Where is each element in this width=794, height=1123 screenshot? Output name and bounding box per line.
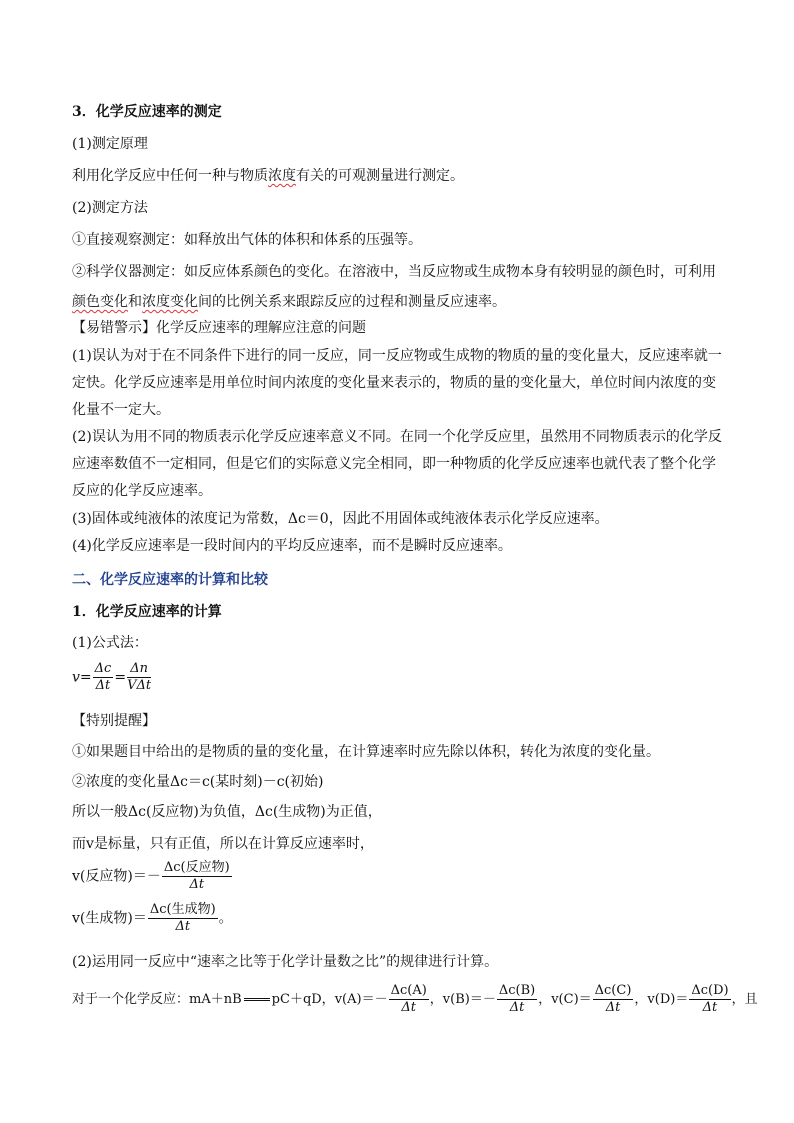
underlined-term: 浓度变化 [142, 294, 198, 310]
text: 有关的可观测量进行测定。 [296, 168, 464, 184]
tip-4: 而v是标量，只有正值，所以在计算反应速率时， [72, 836, 374, 852]
subheading-method: (2)测定方法 [72, 200, 148, 216]
formula-eq: = [114, 669, 127, 686]
warning-title: 【易错警示】化学反应速率的理解应注意的问题 [72, 320, 366, 336]
method-2: ②科学仪器测定：如反应体系颜色的变化。在溶液中，当反应物或生成物本身有较明显的颜色时，可利用 [72, 264, 716, 280]
section-title-3: 3．化学反应速率的测定 [72, 104, 222, 120]
underlined-term: 浓度 [268, 168, 296, 184]
denominator: Δt [702, 1000, 718, 1015]
text: 和 [128, 294, 142, 310]
warning-1b: 定快。化学反应速率是用单位时间内浓度的变化量来表示的，物质的量的变化量大，单位时间内浓度的变 [72, 375, 716, 391]
fraction-dc-dt [93, 661, 114, 694]
denominator: Δt [605, 1000, 621, 1015]
fraction-A [389, 983, 429, 1016]
lhs: v(反应物)＝－ [72, 868, 161, 885]
method-2-cont [72, 293, 506, 311]
fraction [162, 860, 232, 893]
method-1: ①直接观察测定：如释放出气体的体积和体系的压强等。 [72, 232, 422, 248]
prefix: 对于一个化学反应： [72, 992, 190, 1007]
text: 利用化学反应中任何一种与物质 [72, 168, 268, 184]
warning-3: (3)固体或纯液体的浓度记为常数，Δc＝0，因此不用固体或纯液体表示化学反应速率。 [72, 511, 609, 527]
warning-1a: (1)误认为对于在不同条件下进行的同一反应，同一反应物或生成物的物质的量的变化量大，反应速率就一 [72, 348, 722, 364]
denominator: Δt [189, 877, 205, 892]
subheading-principle: (1)测定原理 [72, 136, 148, 152]
text: 间的比例关系来跟踪反应的过程和测量反应速率。 [198, 294, 506, 310]
numerator: Δc(A) [390, 983, 427, 998]
denominator: Δt [401, 1000, 416, 1015]
equals-arrow-icon [244, 998, 270, 1001]
fraction-B [497, 983, 537, 1016]
reactants: mA＋nB [189, 992, 242, 1007]
warning-4: (4)化学反应速率是一段时间内的平均反应速率，而不是瞬时反应速率。 [72, 538, 512, 554]
warning-2b: 应速率数值不一定相同，但是它们的实际意义完全相同，即一种物质的化学反应速率也就代表了整个化学 [72, 456, 716, 472]
formula-product [72, 902, 233, 935]
denominator: Δt [175, 919, 191, 934]
products: pC＋qD， [271, 992, 335, 1007]
underlined-term: 颜色变化 [72, 294, 128, 310]
tip-title: 【特别提醒】 [72, 713, 156, 729]
fraction-dn-vdt [127, 661, 151, 694]
numerator: Δc(生成物) [149, 902, 216, 917]
numerator: Δc(反应物) [163, 860, 230, 875]
vC-label: ，v(C)＝ [538, 992, 592, 1007]
tail: 。 [218, 910, 233, 927]
fraction-D [689, 983, 730, 1016]
warning-1c: 化量不一定大。 [72, 402, 170, 418]
fraction-C [593, 983, 634, 1016]
denominator: VΔt [127, 678, 152, 693]
tip-3: 所以一般Δc(反应物)为负值，Δc(生成物)为正值， [72, 804, 382, 820]
tail: ，且 [731, 992, 758, 1007]
formula-label: (1)公式法： [72, 635, 148, 651]
numerator: Δc(D) [691, 983, 729, 998]
numerator: Δc [94, 661, 112, 676]
denominator: Δt [509, 1000, 525, 1015]
numerator: Δn [127, 661, 151, 678]
rule-text: (2)运用同一反应中“速率之比等于化学计量数之比”的规律进行计算。 [72, 954, 499, 970]
numerator: Δc(B) [498, 983, 536, 998]
paragraph-principle [72, 167, 464, 185]
tip-2: ②浓度的变化量Δc＝c(某时刻)－c(初始) [72, 774, 324, 790]
section-title-2: 二、化学反应速率的计算和比较 [72, 572, 268, 588]
fraction [148, 902, 218, 935]
reaction-rate-equation [72, 982, 758, 1018]
formula-v: v [72, 669, 80, 686]
formula-reactant [72, 860, 233, 893]
vB-label: ，v(B)＝－ [429, 992, 496, 1007]
subsection-title: 1．化学反应速率的计算 [72, 604, 222, 620]
warning-2a: (2)误认为用不同的物质表示化学反应速率意义不同。在同一个化学反应里，虽然用不同物质表示的化学反 [72, 429, 722, 445]
formula-eq: = [79, 669, 92, 686]
lhs: v(生成物)＝ [72, 910, 147, 927]
tip-1: ①如果题目中给出的是物质的量的变化量，在计算速率时应先除以体积，转化为浓度的变化量。 [72, 744, 660, 760]
numerator: Δc(C) [594, 983, 632, 998]
rate-formula [72, 661, 152, 694]
vD-label: ，v(D)＝ [634, 992, 689, 1007]
denominator: Δt [95, 678, 111, 693]
warning-2c: 反应的化学反应速率。 [72, 483, 212, 499]
vA-label: v(A)＝－ [334, 992, 388, 1007]
